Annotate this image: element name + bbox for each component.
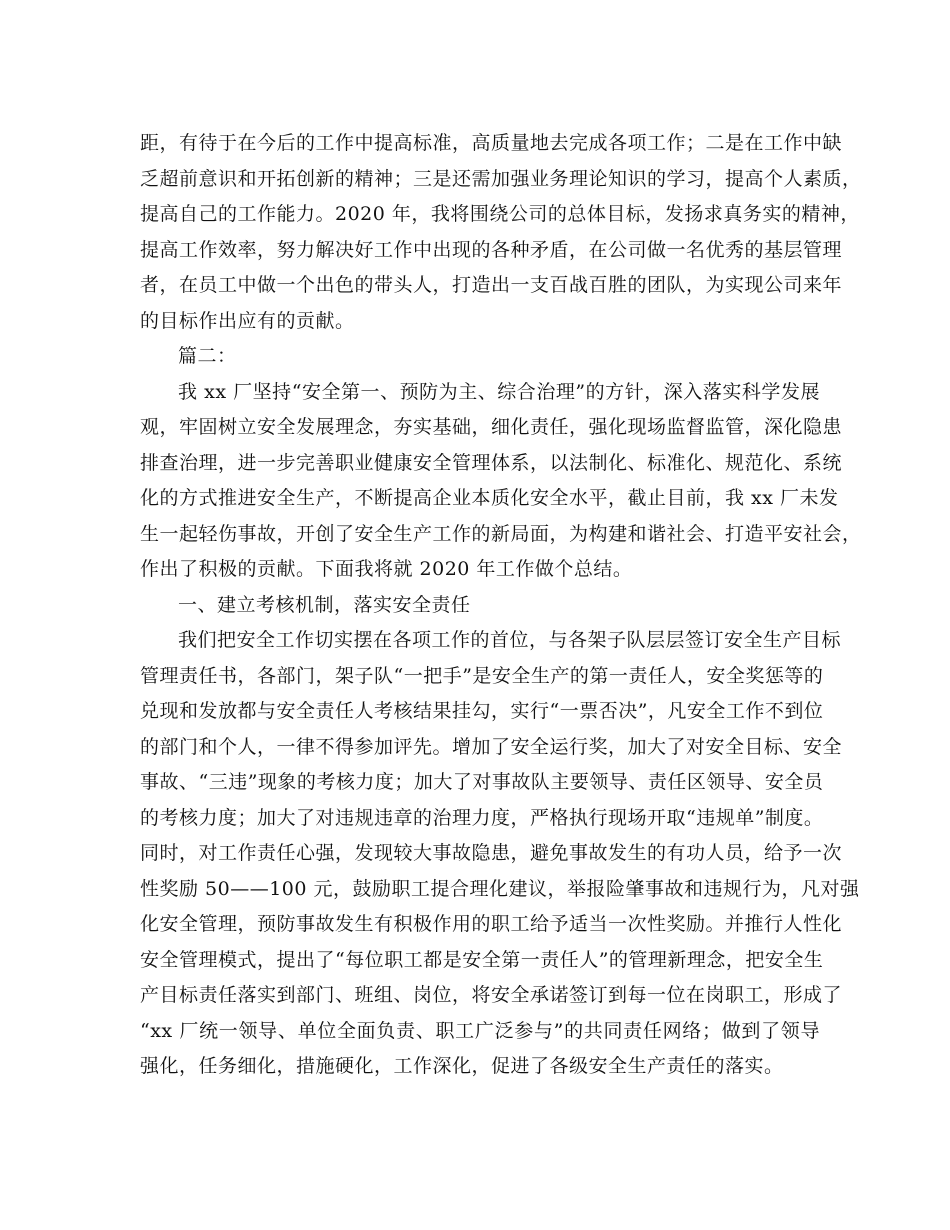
document-body (140, 126, 862, 1085)
text-line: 性奖励 50——100 元，鼓励职工提合理化建议，举报险肇事故和违规行为，凡对强 (140, 877, 860, 900)
text-line: 安全管理模式，提出了“每位职工都是安全第一责任人”的管理新理念，把安全生 (140, 948, 824, 971)
text-line: 兑现和发放都与安全责任人考核结果挂勾，实行“一票否决”，凡安全工作不到位 (140, 700, 824, 722)
text-line: 的目标作出应有的贡献。 (140, 309, 355, 332)
text-line: 化的方式推进安全生产，不断提高企业本质化安全水平，截止目前，我 xx 厂未发 (140, 487, 839, 509)
text-line: 的部门和个人，一律不得参加评先。增加了安全运行奖，加大了对安全目标、安全 (140, 735, 843, 758)
text-line: 生一起轻伤事故，开创了安全生产工作的新局面，为构建和谐社会、打造平安社会， (140, 522, 862, 545)
paragraph-first-line: 我 xx 厂坚持“安全第一、预防为主、综合治理”的方针，深入落实科学发展 (178, 380, 820, 403)
text-line: 距，有待于在今后的工作中提高标准，高质量地去完成各项工作；二是在工作中缺 (140, 132, 843, 154)
text-line: 管理责任书，各部门，架子队“一把手”是安全生产的第一责任人，安全奖惩等的 (140, 664, 824, 687)
text-line: 者，在员工中做一个出色的带头人，打造出一支百战百胜的团队，为实现公司来年 (140, 274, 843, 296)
text-line: 产目标责任落实到部门、班组、岗位，将安全承诺签订到每一位在岗职工，形成了 (140, 984, 843, 1006)
text-line: 观，牢固树立安全发展理念，夯实基础，细化责任，强化现场监督监管，深化隐患 (140, 416, 843, 438)
text-line: 乏超前意识和开拓创新的精神；三是还需加强业务理论知识的学习，提高个人素质， (140, 167, 862, 190)
text-line: 强化，任务细化，措施硬化，工作深化，促进了各级安全生产责任的落实。 (140, 1055, 784, 1077)
text-line: 作出了积极的贡献。下面我将就 2020 年工作做个总结。 (140, 558, 633, 580)
text-line: 提高自己的工作能力。2020 年，我将围绕公司的总体目标，发扬求真务实的精神， (140, 203, 860, 225)
subsection-heading: 一、建立考核机制，落实安全责任 (178, 593, 471, 616)
text-line: 的考核力度；加大了对违规违章的治理力度，严格执行现场开取“违规单”制度。 (140, 806, 824, 829)
text-line: 提高工作效率，努力解决好工作中出现的各种矛盾，在公司做一名优秀的基层管理 (140, 238, 843, 261)
text-line: 事故、“三违”现象的考核力度；加大了对事故队主要领导、责任区领导、安全员 (140, 771, 824, 793)
text-line: 排查治理，进一步完善职业健康安全管理体系，以法制化、标准化、规范化、系统 (140, 451, 843, 474)
paragraph-first-line: 我们把安全工作切实摆在各项工作的首位，与各架子队层层签订安全生产目标 (178, 629, 842, 651)
text-line: 同时，对工作责任心强，发现较大事故隐患，避免事故发生的有功人员，给予一次 (140, 842, 843, 864)
text-line: 化安全管理，预防事故发生有积极作用的职工给予适当一次性奖励。并推行人性化 (140, 913, 843, 935)
section-heading: 篇二： (178, 345, 237, 367)
text-line: “xx 厂统一领导、单位全面负责、职工广泛参与”的共同责任网络；做到了领导 (140, 1019, 820, 1042)
